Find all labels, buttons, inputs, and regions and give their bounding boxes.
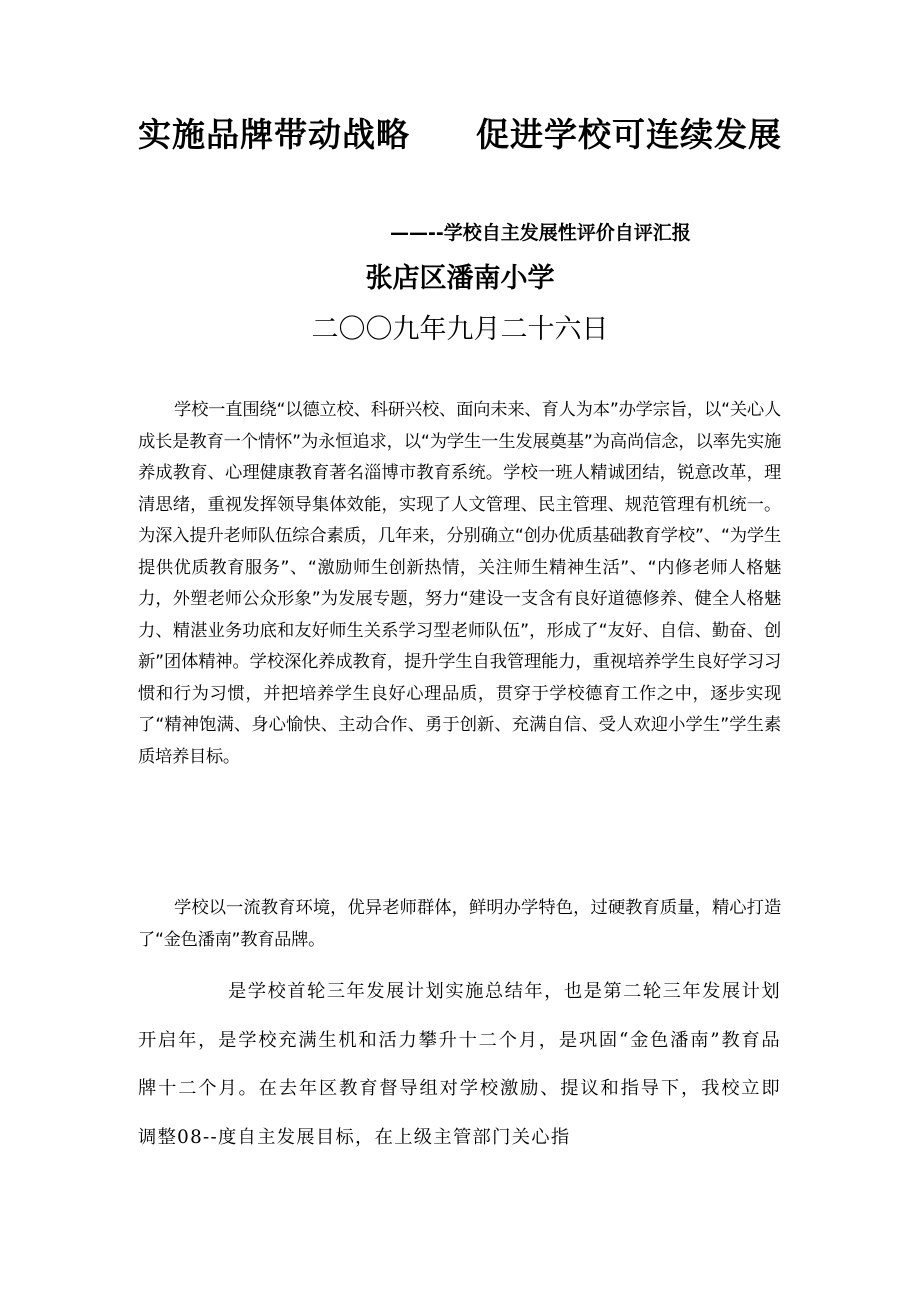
- report-date: 二〇〇九年九月二十六日: [311, 314, 609, 345]
- title-part-1: 实施品牌带动战略: [138, 115, 410, 154]
- body-paragraph-1: 学校一直围绕“以德立校、科研兴校、面向未来、育人为本”办学宗旨，以“关心人成长是教育一个情怀”为永恒追求，以“为学生一生发展奠基”为高尚信念，以率先实施养成教育、心理健康教育著名淄博市教育系统。学校一班人精诚团结，锐意改革，理清思绪，重视发挥领导集体效能，实现了人文管理、民主管理、规范管理有机统一。为深入提升老师队伍综合素质，几年来，分别确立“创办优质基础教育学校”、“为学生提供优质教育服务”、“激励师生创新热情，关注师生精神生活”、“内修老师人格魅力，外塑老师公众形象”为发展专题，努力“建设一支含有良好道德修养、健全人格魅力、精湛业务功底和友好师生关系学习型老师队伍”，形成了“友好、自信、勤奋、创新”团体精神。学校深化养成教育，提升学生自我管理能力，重视培养学生良好学习习惯和行为习惯，并把培养学生良好心理品质，贯穿于学校德育工作之中，逐步实现了“精神饱满、身心愉快、主动合作、勇于创新、充满自信、受人欢迎小学生”学生素质培养目标。: [138, 400, 781, 767]
- body-paragraph-3: 是学校首轮三年发展计划实施总结年，也是第二轮三年发展计划开启年，是学校充满生机和活力攀升十二个月，是巩固“金色潘南”教育品牌十二个月。在去年区教育督导组对学校激励、提议和指导下，我校立即调整08--度自主发展目标，在上级主管部门关心指: [138, 981, 781, 1148]
- body-paragraph-2: 学校以一流教育环境，优异老师群体，鲜明办学特色，过硬教育质量，精心打造了“金色潘南”教育品牌。: [138, 898, 781, 950]
- school-name: 张店区潘南小学: [365, 263, 555, 294]
- title-part-2: 促进学校可连续发展: [476, 115, 782, 154]
- document-subtitle: ——--学校自主发展性评价自评汇报: [390, 222, 691, 244]
- document-title: [0, 112, 920, 158]
